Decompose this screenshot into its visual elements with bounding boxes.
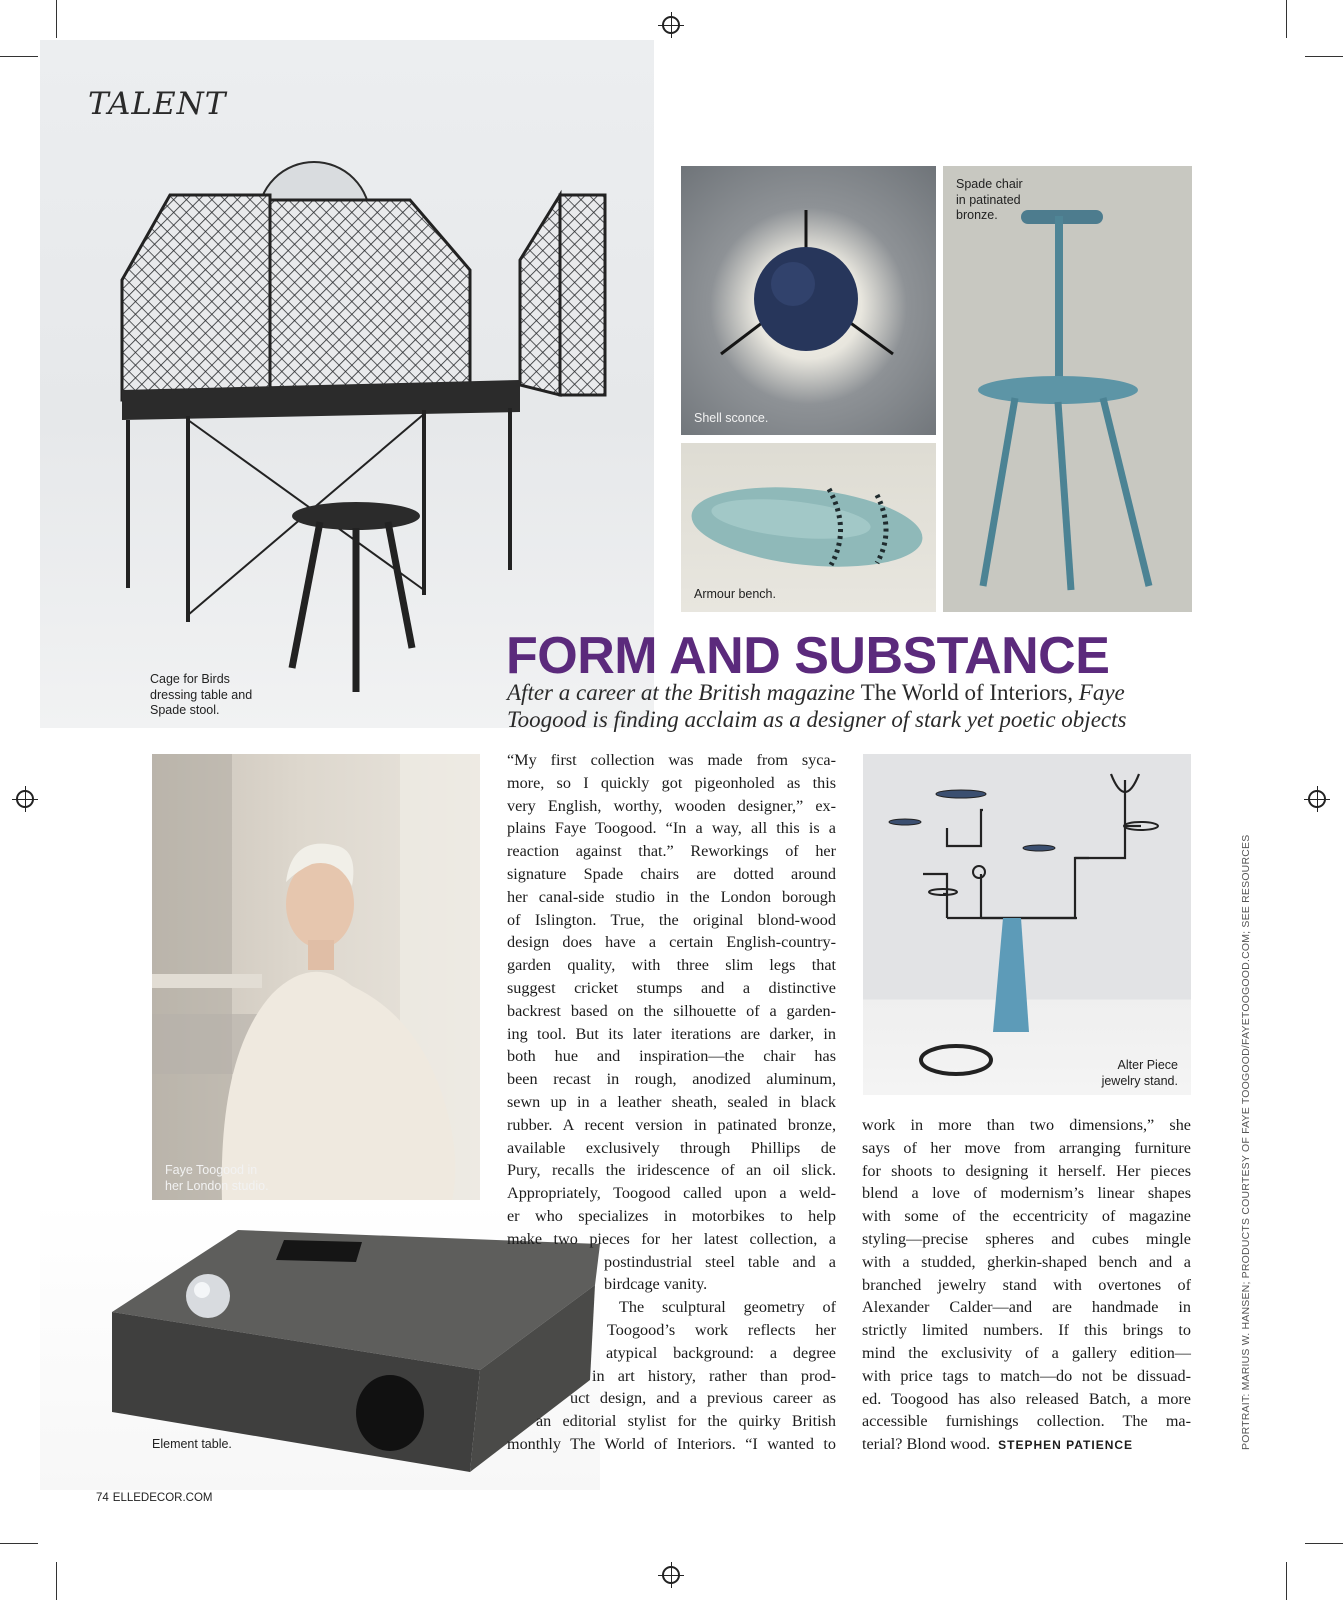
spade-chair-photo [943, 166, 1192, 612]
shell-sconce-photo [681, 166, 936, 435]
portrait-photo [152, 754, 480, 1201]
sconce-illustration [681, 166, 936, 435]
dek: After a career at the British magazine The World of Interiors, Faye Toogood is finding acclaim as a designer of stark yet poetic objects [507, 680, 1127, 732]
body-column-2: work in more than two dimensions,” she says of her move from arranging furniture for shoots to designing it herself. Her pieces blend a love of modernism’s linear shapes with some of the eccentricity of magazine styling—precise spheres and cubes mingle with a studded, gherkin-shaped bench and a branched jewelry stand with overtones of Alexander Calder—and are handmade in strictly limited numbers. If this brings to mind the exclusivity of a gallery edition— with price tags to match—do not be dissuad- ed. Toogood has also released Batch, a more accessible furnishings collection. The ma- terial? Blond wood. STEPHEN PATIENCE [862, 1116, 1191, 1454]
registration-mark-icon [16, 790, 34, 808]
section-label: TALENT [88, 86, 227, 122]
crop-mark [1305, 1543, 1343, 1544]
spade-chair-illustration [943, 166, 1192, 612]
crop-mark [1286, 0, 1287, 38]
crop-mark [0, 56, 38, 57]
crop-mark [1286, 1562, 1287, 1600]
element-caption: Element table. [152, 1437, 232, 1451]
alter-caption: Alter Piece jewelry stand. [1101, 1058, 1178, 1088]
crop-mark [56, 0, 57, 38]
portrait-illustration [152, 754, 480, 1201]
photo-credit: PORTRAIT: MARIUS W. HANSEN; PRODUCTS COURTESY OF FAYE TOOGOOD/FAYETOOGOOD.COM; SEE RESOURCES [1240, 834, 1252, 1450]
armour-caption: Armour bench. [694, 587, 776, 601]
registration-mark-icon [1308, 790, 1326, 808]
crop-mark [1305, 56, 1343, 57]
cage-for-birds-photo [40, 40, 654, 728]
spade-chair-caption: Spade chair in patinated bronze. [956, 177, 1023, 222]
site-name: ELLEDECOR.COM [112, 1492, 213, 1504]
crop-mark [56, 1562, 57, 1600]
alter-piece-illustration [863, 754, 1191, 1095]
headline: FORM AND SUBSTANCE [506, 627, 1110, 685]
registration-mark-icon [662, 1566, 680, 1584]
cage-table-illustration [40, 40, 654, 728]
folio [96, 1492, 212, 1504]
sconce-caption: Shell sconce. [694, 411, 769, 425]
alter-piece-photo [863, 754, 1191, 1095]
cage-caption: Cage for Birds dressing table and Spade stool. [150, 672, 253, 717]
armour-bench-photo [681, 443, 936, 612]
byline: STEPHEN PATIENCE [998, 1438, 1134, 1453]
portrait-caption: Faye Toogood in her London studio. [165, 1163, 269, 1193]
registration-mark-icon [662, 16, 680, 34]
crop-mark [0, 1543, 38, 1544]
page-number: 74 [96, 1492, 109, 1504]
body-column-1: “My first collection was made from syca- more, so I quickly got pigeonholed as this very English, worthy, wooden designer,” ex- plains Faye Toogood. “In a way, all this is a reaction against that.” Reworkings of her signature Spade chairs are dotted around her canal-side studio in the London borough of Islington. True, the original blond-wood design does have a certain English-country- garden quality, with three slim legs that suggest cricket stumps and a distinctive backrest based on the silhouette of a garden- ing tool. But its later iterations are darker, in both hue and inspiration—the chair has been recast in rough, anodized aluminum, sewn up in a leather sheath, sealed in black rubber. A recent version in patinated bronze, available exclusively through Phillips de Pury, recalls the iridescence of an oil slick. Appropriately, Toogood called upon a weld- er who specializes in motorbikes to help make two pieces for her latest collection, a postindustrial steel table and a birdcage vanity. The sculptural geometry of Toogood’s work reflects her atypical background: a degree in art history, rather than prod- uct design, and a previous career as an editorial stylist for the quirky British monthly The World of Interiors. “I wanted to [507, 751, 836, 1453]
